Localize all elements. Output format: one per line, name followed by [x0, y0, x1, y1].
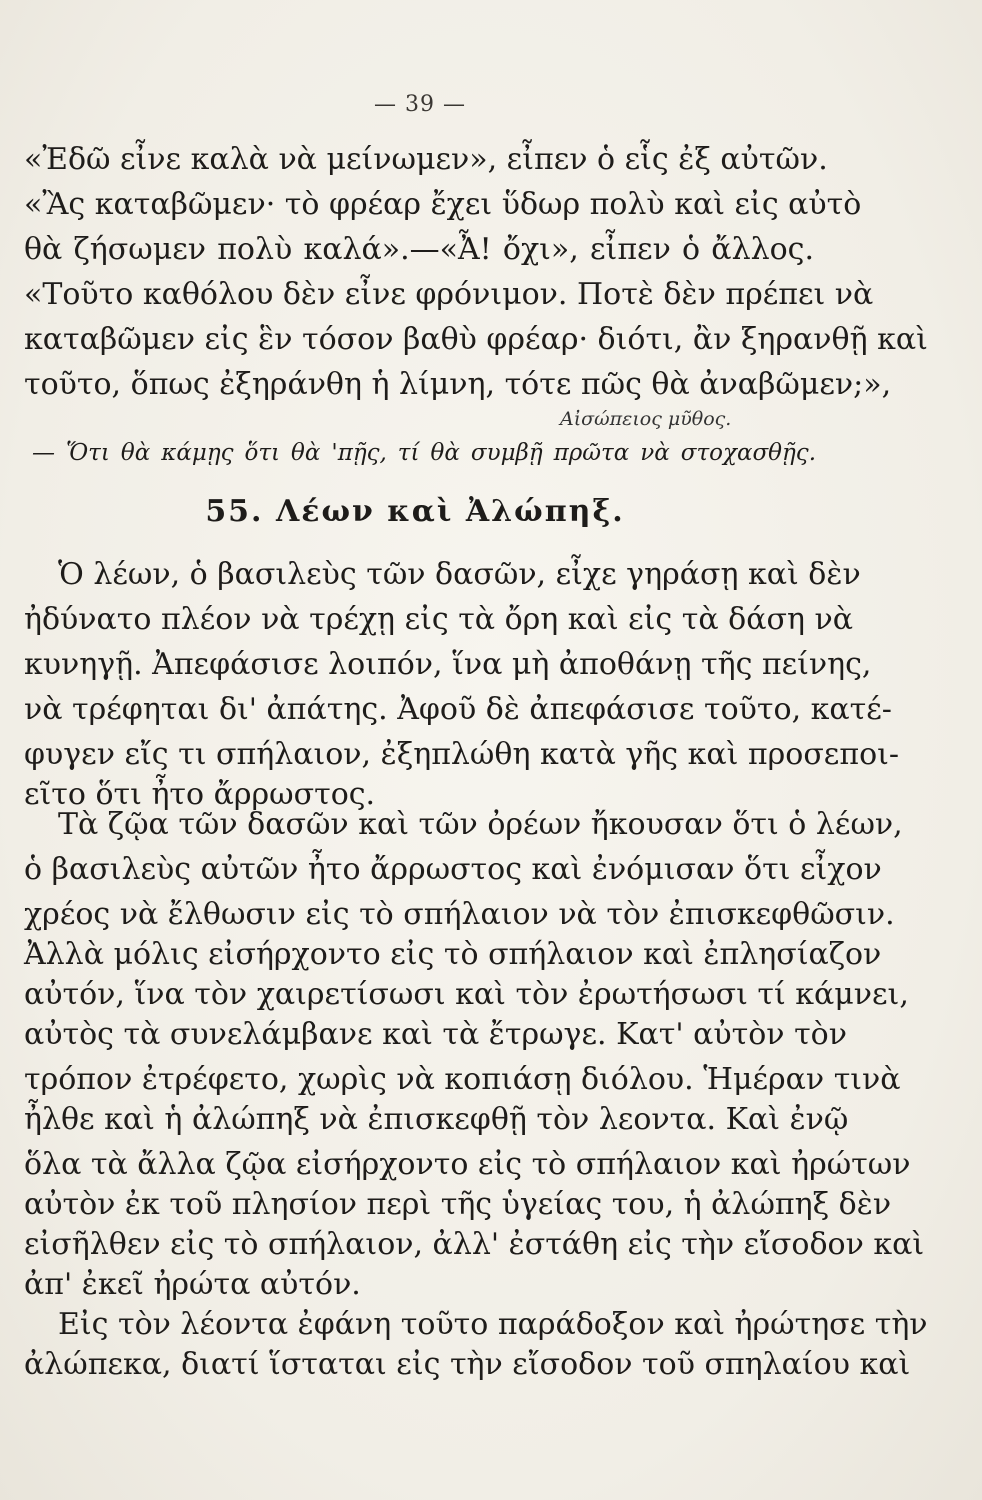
text-line: ἀπ' ἐκεῖ ἠρώτα αὐτόν.	[24, 1267, 361, 1302]
text-line: ἠδύνατο πλέον νὰ τρέχῃ εἰς τὰ ὄρη καὶ εἰς τὰ δάση νὰ	[24, 602, 853, 637]
text-line: ὅλα τὰ ἄλλα ζῷα εἰσήρχοντο εἰς τὸ σπήλαιον καὶ ἠρώτων	[24, 1147, 911, 1182]
text-line: ἦλθε καὶ ἡ ἀλώπηξ νὰ ἐπισκεφθῇ τὸν λεοντα. Καὶ ἐνῷ	[24, 1102, 849, 1137]
text-line: ἀλώπεκα, διατί ἵσταται εἰς τὴν εἴσοδον τοῦ σπηλαίου καὶ	[24, 1347, 911, 1382]
text-line: Εἰς τὸν λέοντα ἐφάνη τοῦτο παράδοξον καὶ ἠρώτησε τὴν	[58, 1307, 928, 1342]
text-line: θὰ ζήσωμεν πολὺ καλά».—«Ἆ! ὄχι», εἶπεν ὁ ἄλλος.	[24, 232, 814, 267]
attribution: Αἰσώπειος μῦθος.	[560, 408, 732, 430]
text-line: αὐτὸν ἐκ τοῦ πλησίον περὶ τῆς ὑγείας του, ἡ ἀλώπηξ δὲν	[24, 1187, 892, 1222]
text-line: εἰσῆλθεν εἰς τὸ σπήλαιον, ἀλλ' ἐστάθη εἰς τὴν εἴσοδον καὶ	[24, 1227, 925, 1262]
text-line: αὐτὸς τὰ συνελάμβανε καὶ τὰ ἔτρωγε. Κατ' αὐτὸν τὸν	[24, 1017, 847, 1052]
text-line: «Τοῦτο καθόλου δὲν εἶνε φρόνιμον. Ποτὲ δὲν πρέπει νὰ	[24, 277, 874, 312]
text-line: τοῦτο, ὅπως ἐξηράνθη ἡ λίμνη, τότε πῶς θὰ ἀναβῶμεν;»,	[24, 367, 892, 402]
text-line: εῖτο ὅτι ἦτο ἄρρωστος.	[24, 777, 376, 812]
text-line: «Ἂς καταβῶμεν· τὸ φρέαρ ἔχει ὕδωρ πολὺ καὶ εἰς αὐτὸ	[24, 187, 862, 222]
text-line: αὐτόν, ἵνα τὸν χαιρετίσωσι καὶ τὸν ἐρωτήσωσι τί κάμνει,	[24, 977, 909, 1012]
page-number: — 39 —	[374, 92, 466, 117]
text-line: τρόπον ἐτρέφετο, χωρὶς νὰ κοπιάσῃ διόλου. Ἡμέραν τινὰ	[24, 1062, 901, 1097]
text-line: Ἀλλὰ μόλις εἰσήρχοντο εἰς τὸ σπήλαιον καὶ ἐπλησίαζον	[24, 937, 882, 972]
text-line: καταβῶμεν εἰς ἓν τόσον βαθὺ φρέαρ· διότι, ἂν ξηρανθῇ καὶ	[24, 322, 928, 357]
text-line: χρέος νὰ ἔλθωσιν εἰς τὸ σπήλαιον νὰ τὸν ἐπισκεφθῶσιν.	[24, 897, 895, 932]
text-line: φυγεν εἴς τι σπήλαιον, ἐξηπλώθη κατὰ γῆς καὶ προσεποι-	[24, 737, 900, 772]
fable-title: 55. Λέων καὶ Ἀλώπηξ.	[205, 494, 625, 529]
text-line: νὰ τρέφηται δι' ἀπάτης. Ἀφοῦ δὲ ἀπεφάσισε τοῦτο, κατέ-	[24, 692, 892, 727]
text-line: κυνηγῇ. Ἀπεφάσισε λοιπόν, ἵνα μὴ ἀποθάνῃ τῆς πείνης,	[24, 647, 872, 682]
text-line: Τὰ ζῷα τῶν δασῶν καὶ τῶν ὀρέων ἤκουσαν ὅτι ὁ λέων,	[58, 807, 903, 842]
text-line: «Ἐδῶ εἶνε καλὰ νὰ μείνωμεν», εἶπεν ὁ εἷς ἐξ αὐτῶν.	[24, 142, 828, 177]
text-line: Ὁ λέων, ὁ βασιλεὺς τῶν δασῶν, εἶχε γηράσῃ καὶ δὲν	[58, 557, 861, 592]
text-line: ὁ βασιλεὺς αὐτῶν ἦτο ἄρρωστος καὶ ἐνόμισαν ὅτι εἶχον	[24, 852, 882, 887]
moral-line: — Ὅτι θὰ κάμῃς ὅτι θὰ 'πῇς, τί θὰ συμβῇ πρῶτα νὰ στοχασθῇς.	[32, 440, 816, 466]
